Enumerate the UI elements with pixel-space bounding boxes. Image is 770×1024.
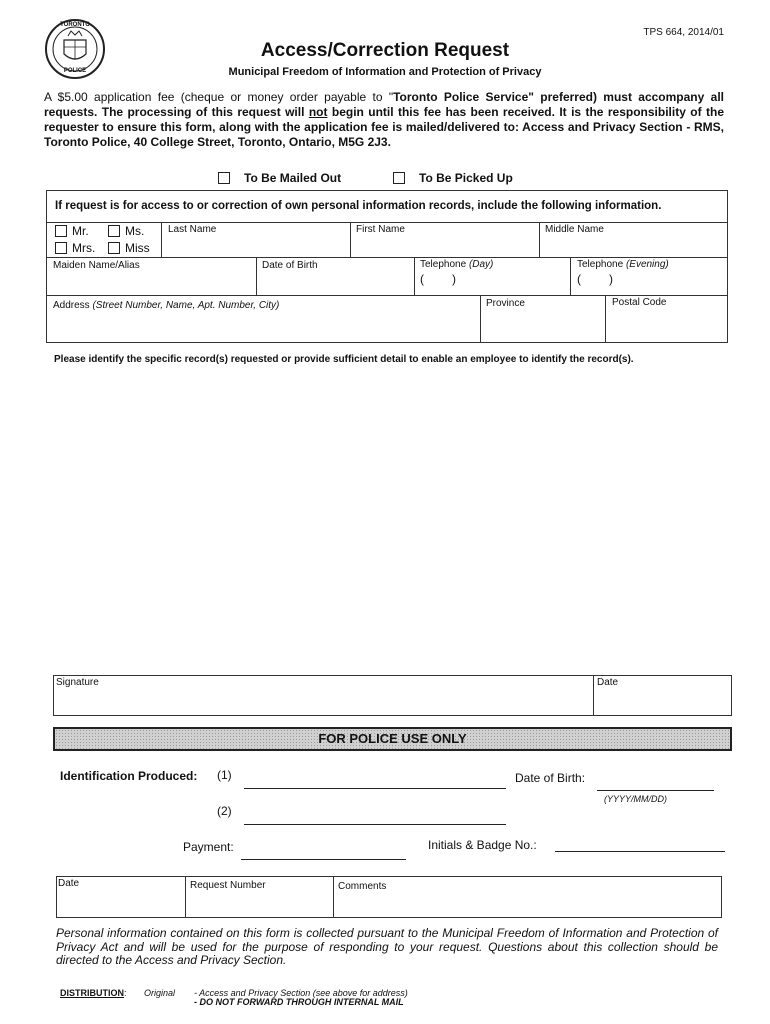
postal-code-label: Postal Code [612,297,667,308]
distribution-line1: - Access and Privacy Section (see above for address) [194,988,408,998]
police-record-table [56,876,722,918]
divider [46,257,728,258]
id-produced-label: Identification Produced: [60,769,198,783]
tel-evening-note: (Evening) [625,259,669,270]
distribution-type: Original [144,988,176,998]
privacy-notice: Personal information contained on this form is collected pursuant to the Municipal Freedom of Information and Protection of Privacy Act and will be used for the purpose of responding to your request. Questions about this collection should be directed to the Access and Privacy Section. [56,926,718,967]
logo-top-text: TORONTO [60,22,90,28]
initials-line[interactable] [555,851,725,852]
page-subtitle: Municipal Freedom of Information and Protection of Privacy [228,66,542,78]
fee-instructions [44,90,724,150]
tel-evening-paren-close: ) [609,272,613,286]
police-date-header: Date [58,878,80,889]
mr-checkbox[interactable] [55,225,67,237]
tel-evening-text: Telephone [577,259,624,270]
id2-label: (2) [217,804,232,818]
fee-text-not: not [308,105,328,119]
heading-divider [46,222,728,223]
distribution-line2: - DO NOT FORWARD THROUGH INTERNAL MAIL [194,997,404,1007]
logo-bottom-text: POLICE [63,68,87,74]
payment-line[interactable] [241,859,406,860]
signature-section [53,675,732,716]
initials-label: Initials & Badge No.: [428,838,537,852]
records-description-area[interactable] [46,370,728,660]
picked-up-label: To Be Picked Up [419,171,513,185]
ms-label: Ms. [125,224,145,238]
tel-evening-label [577,259,669,270]
tel-day-text: Telephone [420,259,467,270]
divider [161,222,162,257]
dob-format: (YYYY/MM/DD) [604,794,667,804]
tel-day-note: (Day) [468,259,494,270]
date-label: Date [597,677,619,688]
dob-label: Date of Birth [262,260,318,271]
divider [593,675,594,716]
distribution-heading: DISTRIBUTION [60,988,124,998]
divider [350,222,351,257]
picked-up-checkbox[interactable] [393,172,405,184]
form-number: TPS 664, 2014/01 [643,27,724,38]
police-dob-line[interactable] [597,790,714,791]
maiden-name-label: Maiden Name/Alias [53,260,140,271]
middle-name-label: Middle Name [545,224,604,235]
mrs-checkbox[interactable] [55,242,67,254]
miss-label: Miss [125,241,150,255]
police-dob-label: Date of Birth: [515,771,586,785]
ms-checkbox[interactable] [108,225,120,237]
payment-label: Payment: [183,840,234,854]
address-label [53,300,279,311]
divider [333,876,334,918]
signature-label: Signature [56,677,99,688]
mailed-out-label: To Be Mailed Out [244,171,342,185]
divider [570,257,571,295]
address-note: (Street Number, Name, Apt. Number, City) [92,300,280,311]
fee-text-part2: Toronto Police Service" preferred) must accompany all requests. The processing of this request will [44,90,724,119]
divider [256,257,257,295]
divider [539,222,540,257]
province-label: Province [486,298,525,309]
personal-info-heading: If request is for access to or correction of own personal information records, include the following information. [55,200,662,212]
first-name-label: First Name [356,224,405,235]
page-title: Access/Correction Request [260,40,510,61]
divider [605,295,606,343]
tel-day-label [420,259,493,270]
fee-text-part3: begin until this fee has been received. It is the responsibility of the requester to ensure this form, along with the application fee is mailed/delivered to: Access and Privacy Section - RMS, Toronto Police, 40 College Street, Toronto, Ontario, M5G 2J3. [44,105,724,149]
records-instruction: Please identify the specific record(s) requested or provide sufficient detail to enable an employee to identify the record(s). [54,354,634,365]
tel-day-paren-open: ( [420,272,424,286]
tel-day-paren-close: ) [452,272,456,286]
mr-label: Mr. [72,224,89,238]
id2-line[interactable] [244,824,506,825]
id1-label: (1) [217,768,232,782]
id1-line[interactable] [244,788,506,789]
request-number-header: Request Number [190,880,266,891]
comments-header: Comments [338,881,387,892]
mrs-label: Mrs. [72,241,96,255]
fee-text-part1: A $5.00 application fee (cheque or money order payable to " [44,90,394,104]
divider [480,295,481,343]
distribution-label [60,988,127,998]
miss-checkbox[interactable] [108,242,120,254]
divider [46,295,728,296]
distribution-colon: : [124,988,127,998]
police-use-banner-text: FOR POLICE USE ONLY [318,731,467,746]
last-name-label: Last Name [168,224,217,235]
divider [185,876,186,918]
mailed-out-checkbox[interactable] [218,172,230,184]
tel-evening-paren-open: ( [577,272,581,286]
address-text: Address [53,300,90,311]
divider [414,257,415,295]
